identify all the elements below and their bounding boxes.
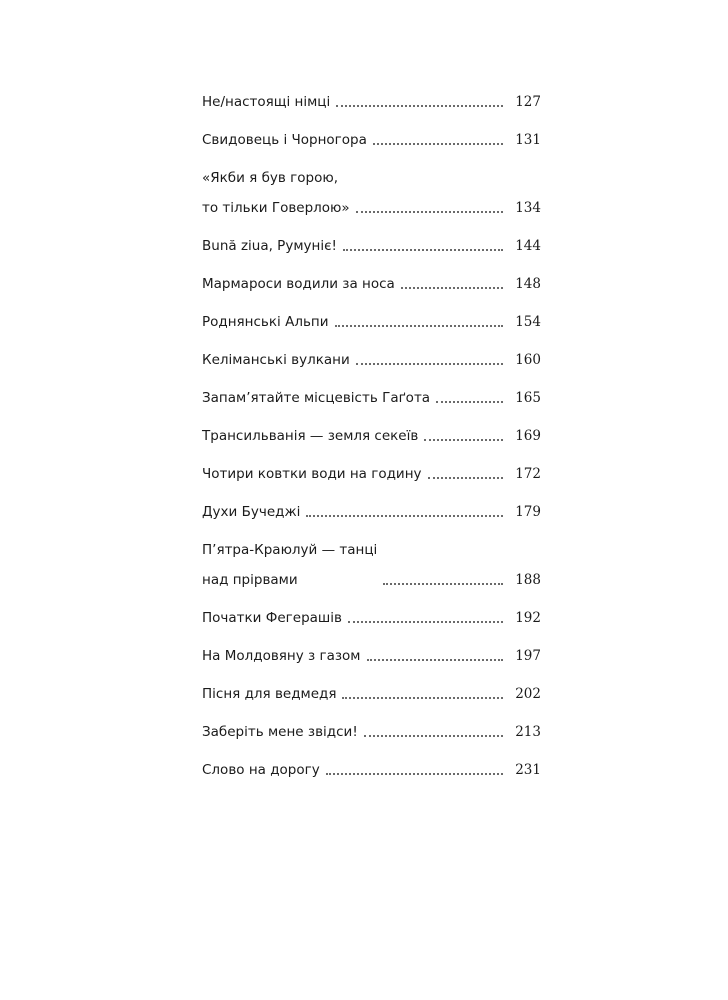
dot-leader [335,325,503,327]
toc-entry-page: 154 [515,314,541,330]
dot-leader [428,477,503,479]
toc-entry-title [202,312,329,332]
dot-leader [401,287,503,289]
toc-entry-title-line: Пісня для ведмедя [202,686,337,702]
toc-entry-page: 213 [515,724,541,740]
toc-entry[interactable] [202,92,541,112]
dot-leader [383,583,503,585]
toc-entry-title-line: Запам’ятайте місцевість Гаґота [202,390,431,406]
dot-leader [348,621,503,623]
toc-entry-page: 134 [515,200,541,216]
toc-entry[interactable] [202,760,541,780]
toc-entry-title [202,168,350,218]
toc-entry-title-line: Слово на дорогу [202,762,320,778]
toc-entry[interactable] [202,722,541,742]
dot-leader [424,439,503,441]
toc-entry[interactable] [202,350,541,370]
toc-entry-title [202,464,422,484]
dot-leader [342,697,503,699]
dot-leader [364,735,503,737]
toc-entry[interactable] [202,274,541,294]
toc-entry-title [202,236,337,256]
toc-entry[interactable] [202,426,541,446]
toc-entry-title [202,646,361,666]
toc-entry[interactable] [202,168,541,218]
dot-leader [373,143,503,145]
toc-entry-page: 192 [515,610,541,626]
toc-entry-title [202,130,367,150]
toc-entry-title-line: На Молдовяну з газом [202,648,361,664]
toc-entry-title-line: Духи Бучеджі [202,504,301,520]
dot-leader [436,401,503,403]
toc-entry-title-line: П’ятра-Краюлуй — танці [202,542,378,558]
toc-entry-title [202,274,395,294]
toc-entry-title-line: то тільки Говерлою» [202,200,350,216]
toc-entry-page: 127 [515,94,541,110]
toc-entry-page: 202 [515,686,541,702]
toc-entry-title [202,502,300,522]
dot-leader [326,773,503,775]
toc-entry-page: 144 [515,238,541,254]
toc-entry-page: 179 [515,504,541,520]
toc-entry-title-line: Не/настоящі німці [202,94,331,110]
toc-entry-page: 165 [515,390,541,406]
toc-entry-title-line: Трансильванія — земля секеїв [202,428,419,444]
dot-leader [356,211,503,213]
toc-entry[interactable] [202,684,541,704]
toc-entry-title-line: Чотири ковтки води на годину [202,466,422,482]
dot-leader [367,659,504,661]
dot-leader [343,249,503,251]
toc-entry-page: 160 [515,352,541,368]
toc-entry-title [202,388,430,408]
toc-entry-title [202,350,350,370]
toc-entry-title [202,760,320,780]
toc-entry[interactable] [202,388,541,408]
toc-entry[interactable] [202,502,541,522]
toc-entry-title [202,540,377,590]
toc-entry[interactable] [202,464,541,484]
toc-entry-page: 148 [515,276,541,292]
toc-entry-page: 231 [515,762,541,778]
toc-entry-title-line: Заберіть мене звідси! [202,724,358,740]
toc-entry[interactable] [202,312,541,332]
toc-entry-title-line: Роднянські Альпи [202,314,329,330]
toc-entry[interactable] [202,236,541,256]
dot-leader [306,515,503,517]
toc-entry[interactable] [202,540,541,590]
toc-entry-title [202,426,418,446]
toc-entry-title [202,92,330,112]
toc-entry-page: 188 [515,572,541,588]
toc-entry-title-line: Bună ziua, Румуніє! [202,238,337,254]
toc-entry-title [202,608,342,628]
dot-leader [336,105,503,107]
toc-entry-title-line: Келіманські вулкани [202,352,350,368]
toc-entry-title-line: «Якби я був горою, [202,170,338,186]
toc-entry-page: 169 [515,428,541,444]
dot-leader [356,363,503,365]
toc-entry[interactable] [202,646,541,666]
toc-entry[interactable] [202,608,541,628]
toc-entry-title-line: над прірвами [202,572,298,588]
toc-entry-title [202,722,358,742]
table-of-contents [202,92,541,798]
toc-entry-page: 172 [515,466,541,482]
toc-entry-title-line: Свидовець і Чорногора [202,132,367,148]
toc-entry-page: 131 [515,132,541,148]
toc-entry[interactable] [202,130,541,150]
toc-entry-title-line: Початки Фегерашів [202,610,342,626]
toc-entry-title [202,684,336,704]
toc-entry-page: 197 [515,648,541,664]
toc-entry-title-line: Мармароси водили за носа [202,276,395,292]
